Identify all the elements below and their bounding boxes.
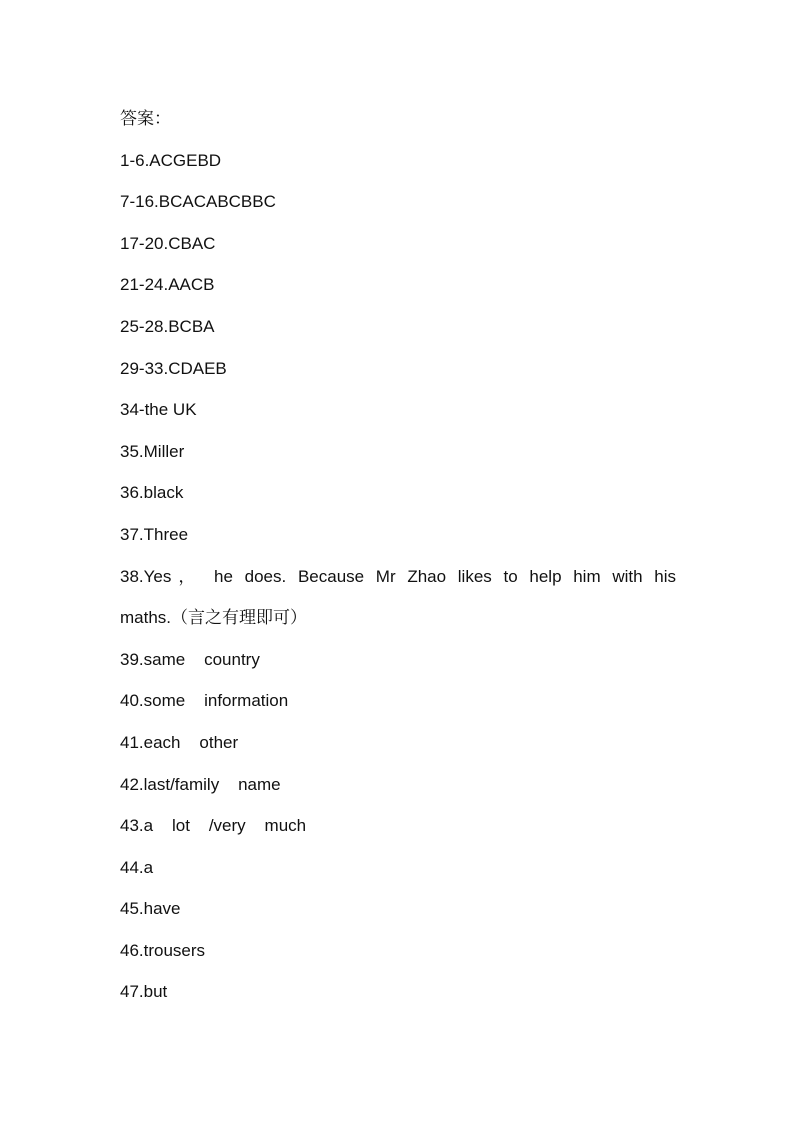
answer-key-title: 答案：	[120, 109, 171, 129]
answer-line: 40.some information	[120, 691, 289, 711]
answer-line: 37.Three	[120, 524, 189, 544]
answer-line: 35.Miller	[120, 441, 185, 461]
answer-line: 25-28.BCBA	[120, 316, 215, 336]
answer-38-line-1: 38.Yes， he does. Because Mr Zhao likes to help him with his	[120, 566, 676, 586]
answer-line: 7-16.BCACABCBBC	[120, 192, 276, 212]
answer-line: 47.but	[120, 982, 168, 1002]
answer-line: 39.same country	[120, 649, 260, 669]
answer-line: 44.a	[120, 857, 154, 877]
answer-38-line-2: maths.（言之有理即可）	[120, 608, 308, 628]
answer-line: 46.trousers	[120, 940, 206, 960]
answer-key	[120, 105, 676, 1020]
answer-line: 43.a lot /very much	[120, 816, 307, 836]
answer-line: 21-24.AACB	[120, 275, 215, 295]
answer-line: 1-6.ACGEBD	[120, 150, 222, 170]
answer-line: 17-20.CBAC	[120, 233, 216, 253]
answer-line: 29-33.CDAEB	[120, 358, 227, 378]
answer-line: 45.have	[120, 899, 181, 919]
answer-line: 34-the UK	[120, 400, 197, 420]
answer-line: 41.each other	[120, 732, 239, 752]
answer-line: 42.last/family name	[120, 774, 281, 794]
answer-line: 36.black	[120, 483, 184, 503]
